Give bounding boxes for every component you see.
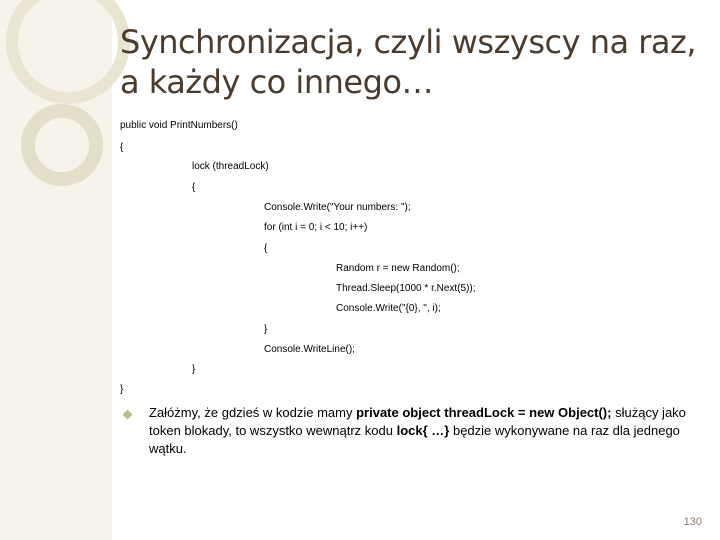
code-line: lock (threadLock)	[192, 161, 269, 172]
code-line: public void PrintNumbers()	[120, 120, 238, 131]
code-line: }	[192, 364, 196, 375]
ring-outer	[12, 0, 124, 98]
decorative-rings	[0, 0, 130, 220]
bullet-text-part1: Załóżmy, że gdzieś w kodzie mamy	[149, 405, 357, 420]
code-line: for (int i = 0; i < 10; i++)	[264, 222, 368, 233]
code-line: {	[120, 142, 124, 153]
code-line: Thread.Sleep(1000 * r.Next(5));	[336, 283, 476, 294]
code-line: Console.Write("{0}, ", i);	[336, 303, 441, 314]
code-line: }	[264, 324, 268, 335]
code-line: Console.WriteLine();	[264, 344, 355, 355]
title-line-2: a każdy co innego…	[120, 63, 433, 101]
bullet-item	[120, 404, 690, 458]
code-line: {	[264, 243, 268, 254]
title-line-1: Synchronizacja, czyli wszyscy na raz,	[120, 23, 696, 61]
code-line: }	[120, 384, 124, 395]
code-line: Random r = new Random();	[336, 263, 460, 274]
slide-title	[120, 22, 700, 102]
bullet-code-threadlock: private object threadLock = new Object();	[356, 405, 612, 420]
bullet-text-part2: służący jako token blokady, to wszystko wewnątrz kodu	[149, 405, 686, 438]
code-line: {	[192, 182, 196, 193]
bullet-text-part3: będzie wykonywane na raz dla jednego wątku.	[149, 423, 680, 456]
bullet-diamond-icon	[123, 410, 133, 420]
bullet-code-lock: lock{ …}	[396, 423, 450, 438]
ring-inner	[28, 111, 96, 179]
code-line: Console.Write("Your numbers: ");	[264, 202, 411, 213]
page-number: 130	[683, 516, 702, 528]
bullet-text	[149, 404, 690, 458]
